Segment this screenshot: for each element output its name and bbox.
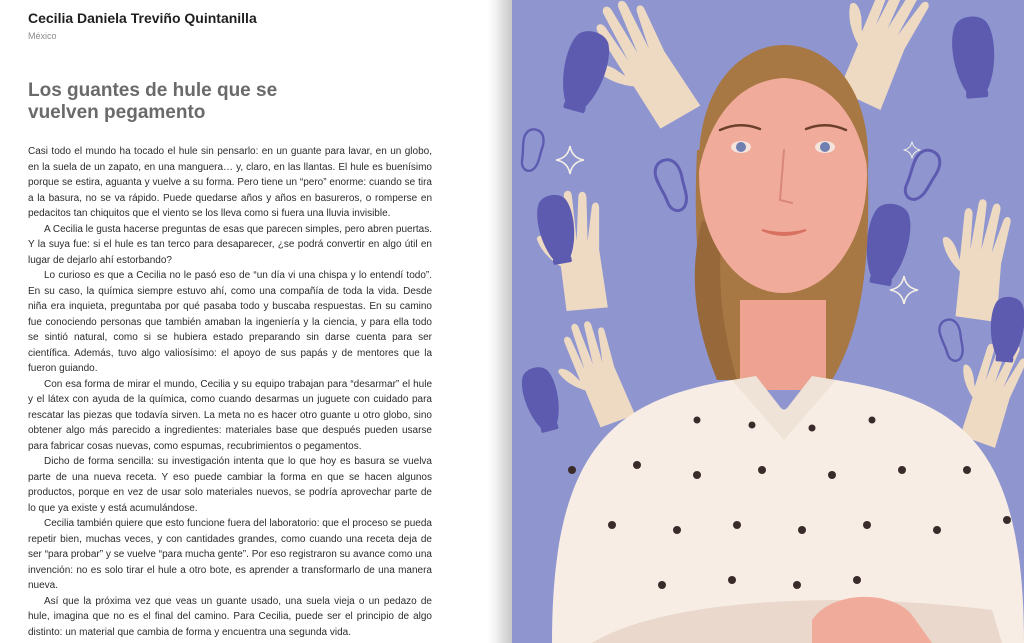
left-iris bbox=[736, 142, 746, 152]
portrait-woman bbox=[552, 45, 1024, 643]
paragraph: Lo curioso es que a Cecilia no le pasó eso de “un día vi una chispa y lo entendí todo”. En su caso, la química siempre estuvo ahí, como una compañía de toda la vida. Desde niña era inquieta, preguntaba por qué pasaba todo y buscaba respuestas. En su camino fue conociendo personas que también amaban la ingeniería y la ciencia, y para ella todo se sintió natural, como si se hubiera estado preparando sin darse cuenta para ser científica. Además, tuvo algo valiosísimo: el apoyo de sus papás y de mentores que la fueron guiando. bbox=[28, 270, 432, 374]
illustration-svg bbox=[512, 0, 1024, 643]
portrait-illustration bbox=[512, 0, 1024, 643]
paragraph: Con esa forma de mirar el mundo, Cecilia y su equipo trabajan para “desarmar” el hule y el látex con ayuda de la química, como cuando desarmas un juguete con cuidado para rescatar las piezas que todavía sirven. La meta no es hacer otro guante u otro globo, sino obtener algo más parecido a ingredientes: materiales base que después pueden usarse para fabricar cosas nuevas, como espumas, recubrimientos o pegamentos. bbox=[28, 378, 432, 452]
paragraph: A Cecilia le gusta hacerse preguntas de esas que parecen simples, pero abren puertas. Y la suya fue: si el hule es tan terco para desaparecer, ¿se podrá convertir en algo útil en lugar de dejarlo ahí estorbando? bbox=[28, 223, 433, 266]
author-name: Cecilia Daniela Treviño Quintanilla bbox=[28, 10, 257, 26]
author-country: México bbox=[28, 31, 57, 41]
paragraph: Así que la próxima vez que veas un guante usado, una suela vieja o un pedazo de hule, imagina que no es el final del camino. Para Cecilia, puede ser el principio de algo distinto: un material que cambia de forma y encuentra una segunda vida. bbox=[28, 595, 432, 638]
paragraph: Casi todo el mundo ha tocado el hule sin pensarlo: en un guante para lavar, en un globo, en la suela de un zapato, en una manguera… y, claro, en las llantas. El hule es buenísimo porque se estira, aguanta y vuelve a su forma. Pero tiene un “pero” enorme: cuando se tira a la basura, no se va rápido. Puede quedarse años y años en basureros, o romperse en pedacitos tan chiquitos que el viento se los lleva como si fuera una lluvia invisible. bbox=[28, 146, 432, 219]
paragraph: Dicho de forma sencilla: su investigación intenta que lo que hoy es basura se vuelva parte de una nueva receta. Y eso puede cambiar la forma en que se hacen algunos productos, porque en vez de usar solo materiales nuevos, se podría aprovechar parte de lo que ya existe y está acumulándose. bbox=[28, 456, 432, 514]
article-page bbox=[0, 0, 488, 643]
paragraph: Cecilia también quiere que esto funcione fuera del laboratorio: que el proceso se pueda repetir bien, muchas veces, y con cantidades grandes, como cuando una receta deja de ser “para probar” y se vuelve “para mucha gente”. Por eso registraron su avance como una invención: no es solo tirar el hule a otro bote, es aprender a transformarlo de una manera nueva. bbox=[28, 518, 432, 591]
right-iris bbox=[820, 142, 830, 152]
article-body bbox=[28, 144, 432, 640]
article-title: Los guantes de hule que se vuelven pegamento bbox=[28, 80, 278, 123]
page-gutter bbox=[488, 0, 512, 643]
